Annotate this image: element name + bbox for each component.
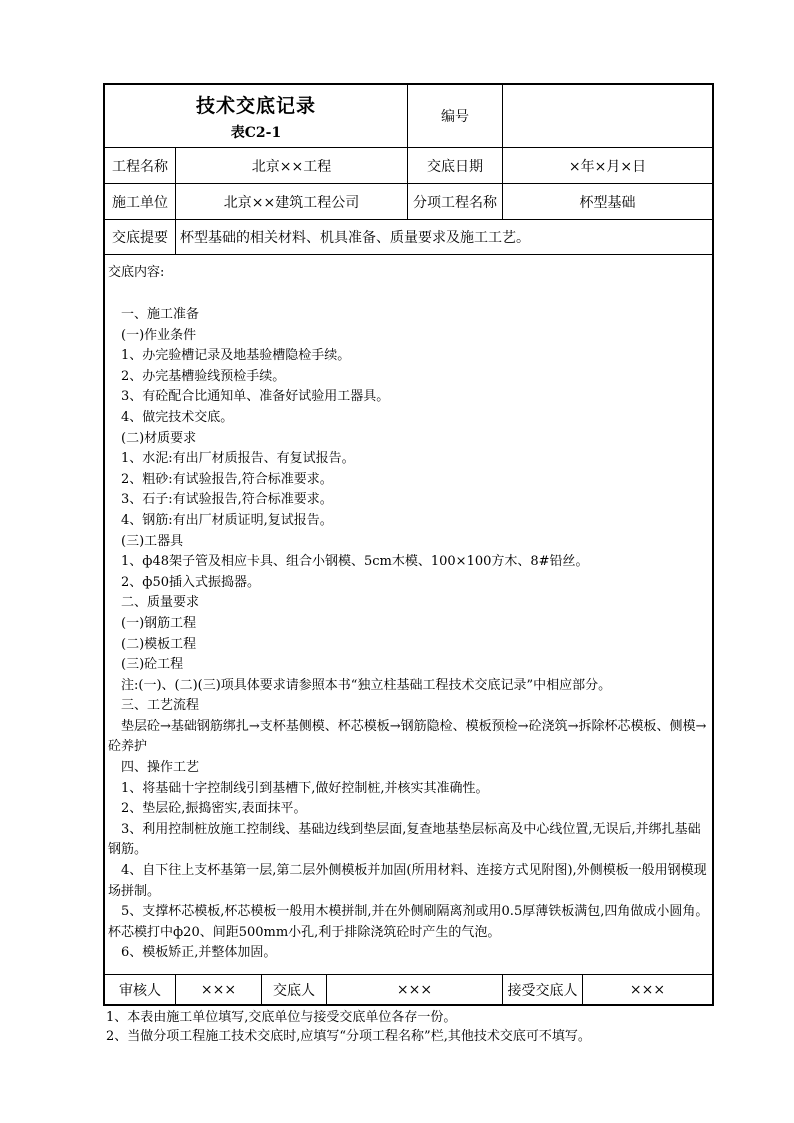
form-number: 表C2-1 bbox=[230, 124, 282, 141]
content-line: (一)钢筋工程 bbox=[121, 615, 197, 631]
content-line: 3、有砼配合比通知单、准备好试验用工器具。 bbox=[121, 389, 390, 405]
receiver-value[interactable]: ××× bbox=[582, 975, 712, 1004]
content-line: (二)材质要求 bbox=[121, 430, 197, 446]
title-cell bbox=[105, 85, 407, 147]
content-line: 2、ф50插入式振捣器。 bbox=[121, 574, 260, 590]
content-line: 2、粗砂:有试验报告,符合标准要求。 bbox=[121, 471, 333, 487]
discloser-value[interactable]: ××× bbox=[326, 975, 502, 1004]
process-flow: 垫层砼→基础钢筋绑扎→支杯基侧模、杯芯模板→钢筋隐检、模板预检→砼浇筑→拆除杯芯模板、侧模→砼养护 bbox=[108, 718, 707, 755]
footer-note: 1、本表由施工单位填写,交底单位与接受交底单位各存一份。 bbox=[106, 1010, 457, 1025]
content-line: 四、操作工艺 bbox=[121, 760, 200, 776]
disclosure-content bbox=[105, 255, 712, 975]
content-line: (二)模板工程 bbox=[121, 636, 197, 652]
project-name-value[interactable]: 北京××工程 bbox=[175, 148, 407, 183]
content-heading: 交底内容: bbox=[108, 265, 165, 280]
content-paragraph: 3、利用控制桩放施工控制线、基础边线到垫层面,复查地基垫层标高及中心线位置,无误后,并绑扎基础钢筋。 bbox=[108, 821, 701, 858]
content-line: 一、施工准备 bbox=[121, 307, 200, 322]
reviewer-value[interactable]: ××× bbox=[175, 975, 261, 1004]
number-label: 编号 bbox=[407, 85, 502, 147]
content-line: 注:(一)、(二)(三)项具体要求请参照本书“独立柱基础工程技术交底记录”中相应部分。 bbox=[121, 677, 612, 693]
content-line: 二、质量要求 bbox=[121, 595, 200, 611]
content-line: (三)砼工程 bbox=[121, 657, 184, 673]
subproject-label: 分项工程名称 bbox=[407, 184, 502, 219]
footer-notes bbox=[106, 1008, 591, 1046]
content-line: (三)工器具 bbox=[121, 533, 184, 549]
form-title: 技术交底记录 bbox=[195, 94, 316, 117]
content-line: 2、垫层砼,振捣密实,表面抹平。 bbox=[121, 801, 307, 817]
title-row bbox=[105, 85, 712, 148]
content-paragraph: 5、支撑杯芯模板,杯芯模板一般用木模拼制,并在外侧刷隔离剂或用0.5厚薄铁板满包,四角做成小圆角。杯芯模打中ф20、间距500mm小孔,利于排除浇筑砼时产生的气泡。 bbox=[108, 904, 709, 940]
content-line: 1、ф48架子管及相应卡具、组合小钢模、5cm木模、100×100方木、8#铅丝。 bbox=[121, 554, 589, 570]
subproject-value[interactable]: 杯型基础 bbox=[502, 184, 712, 219]
project-name-label: 工程名称 bbox=[112, 158, 168, 175]
content-line: 4、钢筋:有出厂材质证明,复试报告。 bbox=[121, 512, 333, 528]
content-line: 4、做完技术交底。 bbox=[121, 409, 234, 425]
content-line: 三、工艺流程 bbox=[121, 698, 200, 714]
summary-value[interactable]: 杯型基础的相关材料、机具准备、质量要求及施工工艺。 bbox=[175, 220, 712, 254]
contractor-label: 施工单位 bbox=[112, 194, 168, 211]
summary-row bbox=[105, 220, 712, 255]
disclosure-form bbox=[103, 83, 714, 1006]
content-line: (一)作业条件 bbox=[121, 327, 197, 343]
date-label: 交底日期 bbox=[407, 148, 502, 183]
content-lines bbox=[108, 305, 709, 964]
content-line: 3、石子:有试验报告,符合标准要求。 bbox=[121, 492, 333, 508]
number-value[interactable] bbox=[502, 85, 712, 147]
date-value[interactable]: ×年×月×日 bbox=[502, 148, 712, 183]
discloser-label: 交底人 bbox=[261, 975, 326, 1004]
receiver-label: 接受交底人 bbox=[502, 975, 582, 1004]
contractor-row bbox=[105, 184, 712, 220]
footer-note: 2、当做分项工程施工技术交底时,应填写“分项工程名称”栏,其他技术交底可不填写。 bbox=[106, 1029, 591, 1044]
contractor-value[interactable]: 北京××建筑工程公司 bbox=[175, 184, 407, 219]
content-line: 2、办完基槽验线预检手续。 bbox=[121, 368, 286, 384]
content-line: 6、模板矫正,并整体加固。 bbox=[121, 945, 277, 961]
project-row bbox=[105, 148, 712, 184]
summary-label: 交底提要 bbox=[112, 230, 168, 246]
content-paragraph: 4、自下往上支杯基第一层,第二层外侧模板并加固(所用材料、连接方式见附图),外侧模板一般用钢模现场拼制。 bbox=[108, 863, 707, 899]
content-line: 1、将基础十字控制线引到基槽下,做好控制桩,并核实其准确性。 bbox=[121, 780, 489, 796]
reviewer-label: 审核人 bbox=[119, 982, 161, 999]
content-line: 1、水泥:有出厂材质报告、有复试报告。 bbox=[121, 451, 355, 467]
content-line: 1、办完验槽记录及地基验槽隐检手续。 bbox=[121, 348, 351, 364]
signoff-row bbox=[105, 975, 712, 1004]
